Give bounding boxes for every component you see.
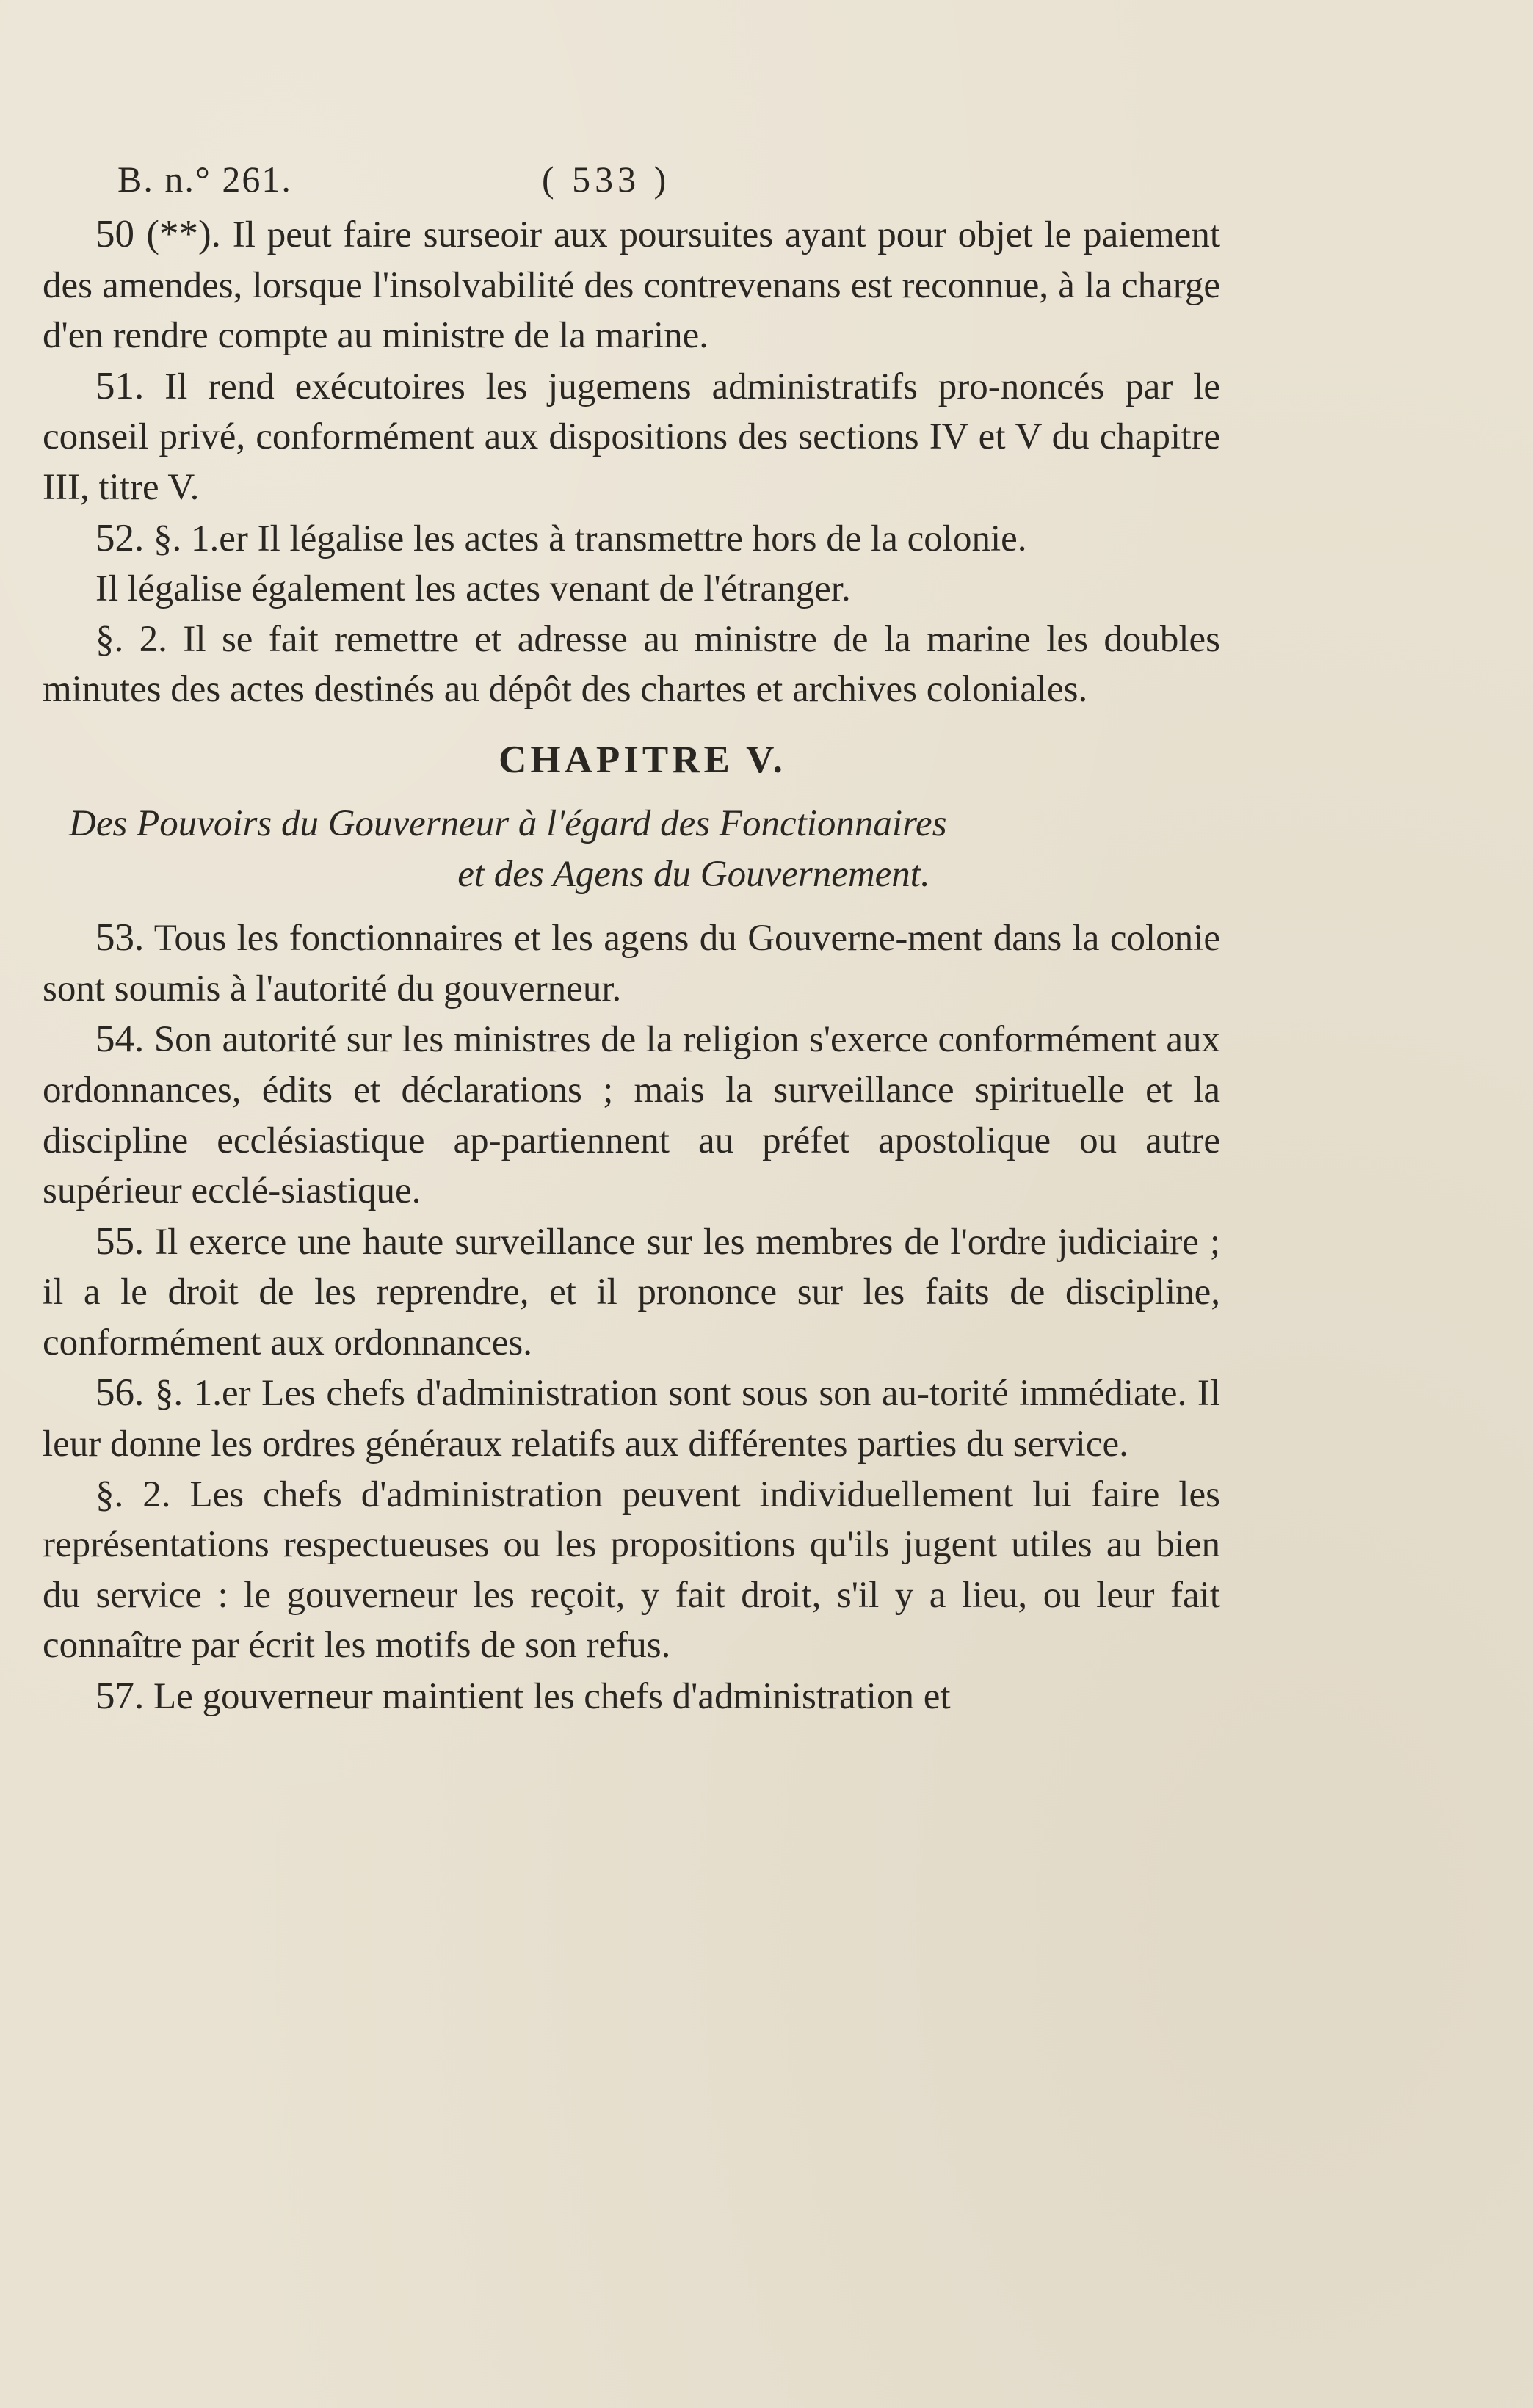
- article-52-continued: [43, 564, 1220, 614]
- article-number: 55.: [95, 1219, 145, 1263]
- article-54: [43, 1014, 1220, 1216]
- article-56-section-2: [43, 1470, 1220, 1671]
- article-text: Le gouverneur maintient les chefs d'administration et: [144, 1676, 951, 1718]
- article-text: §. 2. Il se fait remettre et adresse au ministre de la marine les doubles minutes des actes destinés au dépôt des chartes et archives coloniales.: [43, 618, 1220, 711]
- article-52: [43, 513, 1220, 565]
- article-text: Son autorité sur les ministres de la religion s'exerce conformément aux ordonnances, édits et déclarations ; mais la surveillance spirituelle et la discipline ecclésiastique ap-partiennent au préfet apostolique ou autre supérieur ecclé-siastique.: [43, 1019, 1220, 1212]
- article-56: [43, 1368, 1220, 1469]
- article-55: [43, 1216, 1220, 1368]
- article-number: 56.: [95, 1371, 145, 1415]
- article-57: [43, 1671, 1220, 1722]
- chapter-subtitle-line-2: et des Agens du Gouvernement.: [457, 853, 930, 895]
- article-number: 53.: [95, 916, 145, 960]
- article-text: Il légalise également les actes venant de l'étranger.: [95, 568, 851, 610]
- chapter-title: CHAPITRE V.: [499, 738, 786, 781]
- articles-after-chapter: [43, 913, 1220, 1722]
- article-number: 57.: [95, 1675, 145, 1718]
- bulletin-reference: B. n.° 261.: [117, 159, 292, 200]
- page-number: ( 533 ): [542, 159, 671, 200]
- article-50: [43, 209, 1220, 361]
- article-51: [43, 361, 1220, 513]
- article-text: §. 1.er Il légalise les actes à transmettre hors de la colonie.: [144, 518, 1027, 559]
- article-number: 50 (**).: [95, 213, 221, 255]
- articles-before-chapter: [43, 209, 1220, 715]
- article-number: 52.: [95, 516, 145, 559]
- running-header: [43, 158, 1220, 209]
- chapter-subtitle: [43, 799, 1220, 899]
- chapter-subtitle-line-1: Des Pouvoirs du Gouverneur à l'égard des Fonctionnaires: [69, 802, 947, 844]
- article-text: Il exerce une haute surveillance sur les membres de l'ordre judiciaire ; il a le droit de les reprendre, et il prononce sur les faits de discipline, conformément aux ordonnances.: [43, 1221, 1220, 1363]
- article-text: §. 2. Les chefs d'administration peuvent individuellement lui faire les représentations respectueuses ou les propositions qu'ils jugent utiles au bien du service : le gouverneur les reçoit, y fait droit, s'il y a lieu, ou leur fait connaître par écrit les motifs de son refus.: [43, 1473, 1220, 1667]
- page-content: [43, 158, 1220, 1722]
- article-text: §. 1.er Les chefs d'administration sont sous son au-torité immédiate. Il leur donne les ordres généraux relatifs aux différentes parties du service.: [43, 1373, 1220, 1465]
- article-text: Il rend exécutoires les jugemens administratifs pro-noncés par le conseil privé, conformément aux dispositions des sections IV et V du chapitre III, titre V.: [43, 366, 1220, 508]
- article-number: 54.: [95, 1018, 145, 1061]
- article-text: Il peut faire surseoir aux poursuites ayant pour objet le paiement des amendes, lorsque l'insolvabilité des contrevenans est reconnue, à la charge d'en rendre compte au ministre de la marine.: [43, 214, 1220, 357]
- article-text: Tous les fonctionnaires et les agens du Gouverne-ment dans la colonie sont soumis à l'autorité du gouverneur.: [43, 918, 1220, 1009]
- article-53: [43, 913, 1220, 1014]
- article-52-section-2: [43, 614, 1220, 715]
- article-number: 51.: [95, 364, 145, 407]
